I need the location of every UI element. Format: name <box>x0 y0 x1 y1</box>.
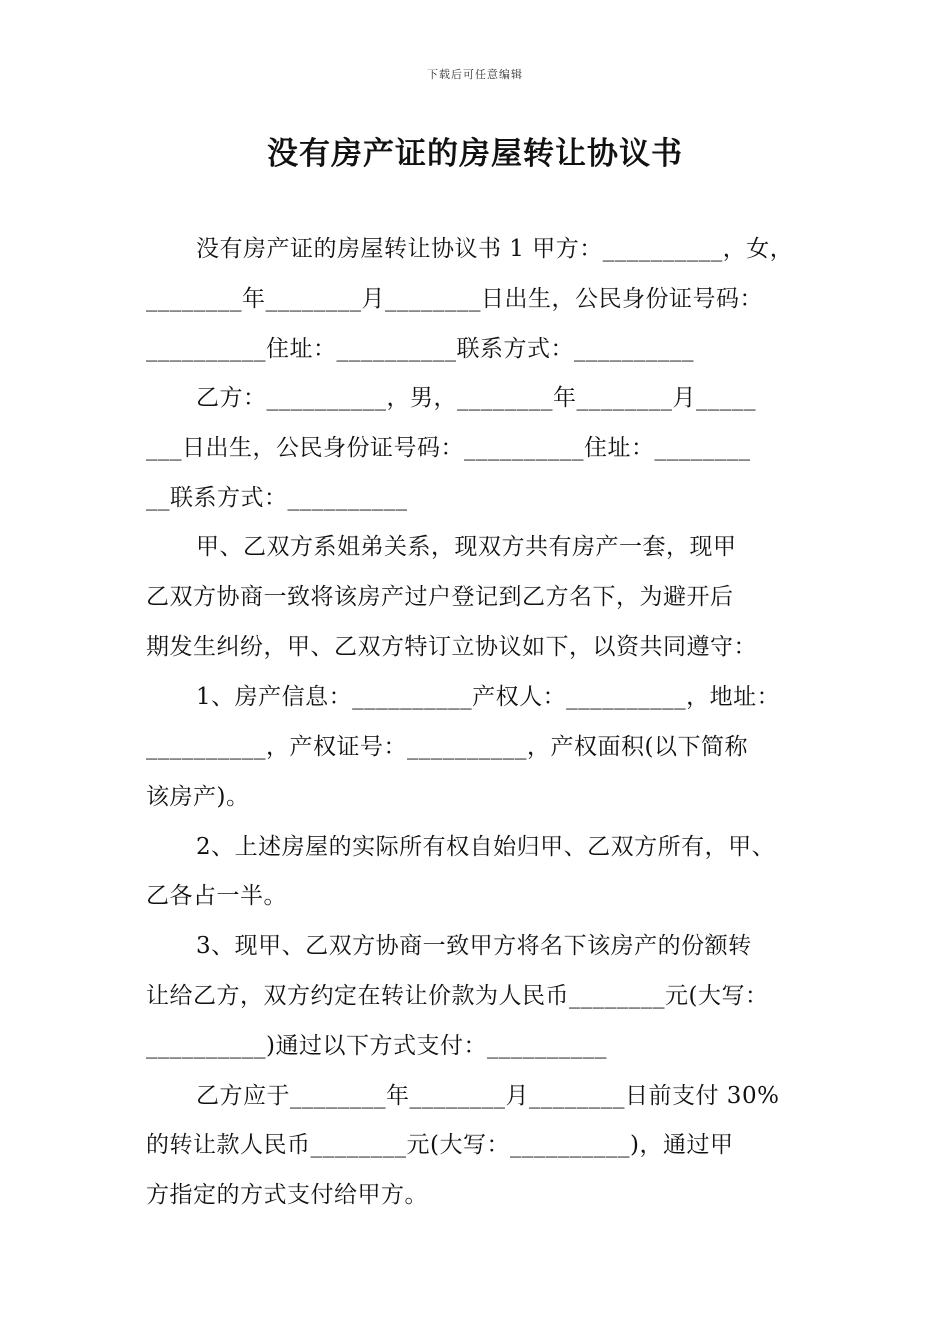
paragraph-line: 的转让款人民币________元(大写：__________)，通过甲 <box>146 1132 734 1158</box>
paragraph-line: 1、房产信息：__________产权人：__________，地址： <box>196 684 781 710</box>
paragraph-line: 甲、乙双方系姐弟关系，现双方共有房产一套，现甲 <box>196 534 737 560</box>
document-title: 没有房产证的房屋转让协议书 <box>267 136 683 172</box>
paragraph-line: 期发生纠纷，甲、乙双方特订立协议如下，以资共同遵守： <box>146 634 757 660</box>
paragraph-line: __________，产权证号：__________，产权面积(以下简称 <box>146 734 748 760</box>
paragraph-line: __________住址：__________联系方式：__________ <box>146 336 694 362</box>
paragraph-line: __联系方式：__________ <box>146 485 408 511</box>
header-note: 下载后可任意编辑 <box>427 68 523 81</box>
paragraph-line: 让给乙方，双方约定在转让价款为人民币________元(大写： <box>146 983 769 1009</box>
paragraph-line: 乙各占一半。 <box>146 883 287 909</box>
paragraph-line: 乙双方协商一致将该房产过户登记到乙方名下，为避开后 <box>146 584 734 610</box>
paragraph-line: ________年________月________日出生，公民身份证号码： <box>146 286 763 312</box>
paragraph-line: 方指定的方式支付给甲方。 <box>146 1182 428 1208</box>
paragraph-line: 该房产)。 <box>146 784 250 810</box>
paragraph-line: 2、上述房屋的实际所有权自始归甲、乙双方所有，甲、 <box>196 834 776 860</box>
paragraph-line: 3、现甲、乙双方协商一致甲方将名下该房产的份额转 <box>196 933 752 959</box>
paragraph-line: 没有房产证的房屋转让协议书 1 甲方：__________，女， <box>196 236 794 262</box>
paragraph-line: __________)通过以下方式支付：__________ <box>146 1033 607 1059</box>
paragraph-line: ___日出生，公民身份证号码：__________住址：________ <box>146 435 751 461</box>
paragraph-line: 乙方应于________年________月________日前支付 30% <box>196 1083 780 1109</box>
paragraph-line: 乙方：__________，男，________年________月_____ <box>196 385 756 411</box>
